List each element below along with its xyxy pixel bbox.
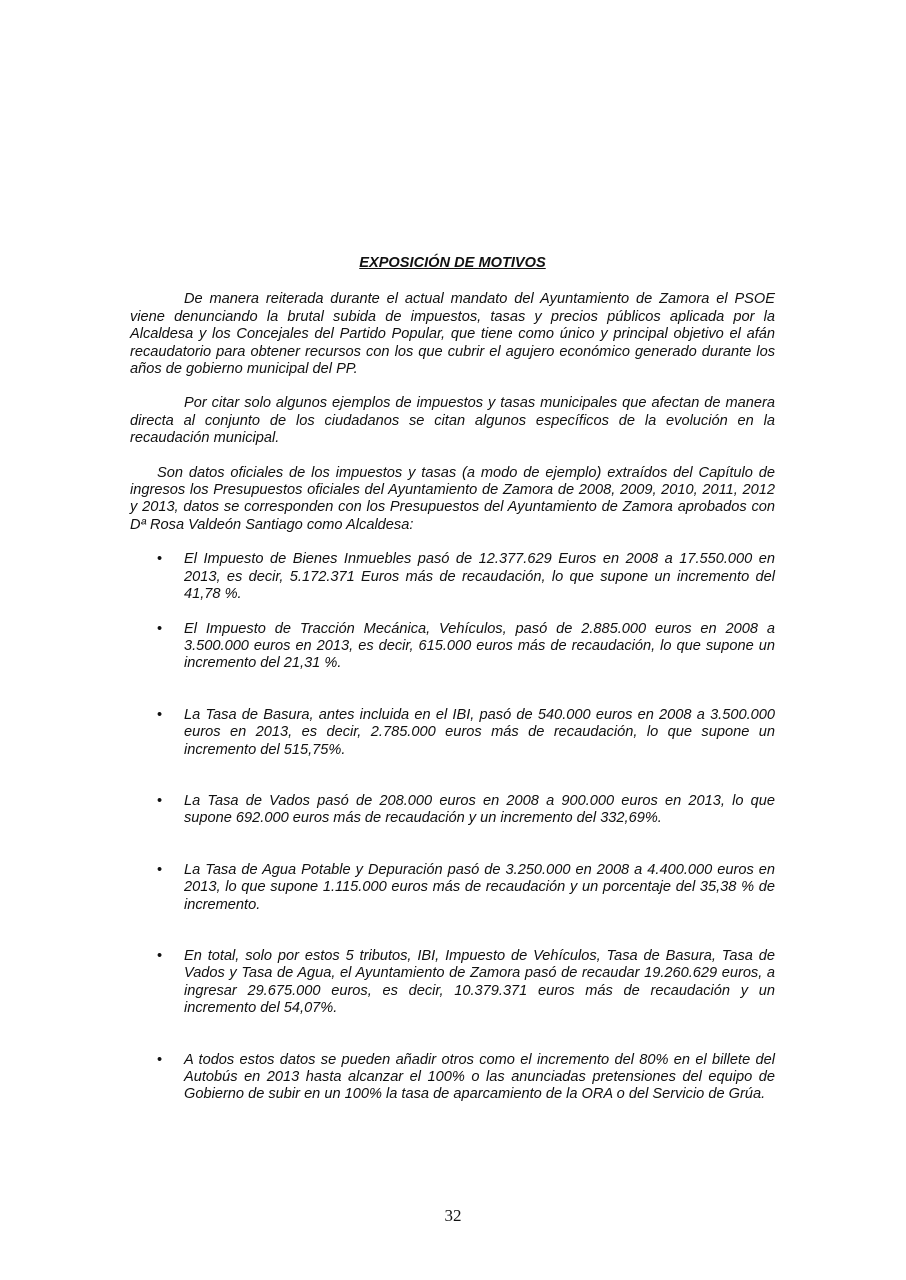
list-item-text: La Tasa de Agua Potable y Depuración pasó de 3.250.000 en 2008 a 4.400.000 euros en 2013, lo que supone 1.115.000 euros más de recaudación y un porcentaje del 35,38 % de incremento. [184,861,775,913]
list-item [130,551,775,603]
paragraph-official-data: Son datos oficiales de los impuestos y tasas (a modo de ejemplo) extraídos del Capítulo de ingresos los Presupuestos oficiales del Ayuntamiento de Zamora de 2008, 2009, 2010, 2011, 2012 y 2013, datos se corresponden con los Presupuestos del Ayuntamiento de Zamora aprobados con Dª Rosa Valdeón Santiago como Alcaldesa: [130,464,775,533]
bullet-icon: • [157,792,163,809]
list-item-text: En total, solo por estos 5 tributos, IBI, Impuesto de Vehículos, Tasa de Basura, Tasa de Vados y Tasa de Agua, el Ayuntamiento de Zamora pasó de recaudar 19.260.629 euros, a ingresar 29.675.000 euros, es decir, 10.379.371 euros más de recaudación y un incremento del 54,07%. [184,947,775,1017]
list-item [130,793,775,828]
list-item-text: El Impuesto de Bienes Inmuebles pasó de 12.377.629 Euros en 2008 a 17.550.000 en 2013, es decir, 5.172.371 Euros más de recaudación, lo que supone un incremento del 41,78 %. [184,551,775,603]
bullet-icon: • [157,947,163,964]
bullet-icon: • [157,861,163,878]
page-content [130,255,775,1104]
bullet-icon: • [157,551,163,568]
list-item [130,1052,775,1104]
bullet-icon: • [157,620,163,637]
bullet-icon: • [157,706,163,723]
list-item [130,862,775,914]
section-title: EXPOSICIÓN DE MOTIVOS [359,255,546,271]
paragraph-intro: De manera reiterada durante el actual mandato del Ayuntamiento de Zamora el PSOE viene denunciando la brutal subida de impuestos, tasas y precios públicos aplicada por la Alcaldesa y los Concejales del Partido Popular, que tiene como único y principal objetivo el afán recaudatorio para obtener recursos con los que cubrir el agujero económico generado durante los años de gobierno municipal del PP. [130,291,775,378]
tax-increase-list [130,551,775,1104]
paragraph-examples: Por citar solo algunos ejemplos de impuestos y tasas municipales que afectan de manera directa al conjunto de los ciudadanos se citan algunos específicos de la evolución en la recaudación municipal. [130,395,775,447]
bullet-icon: • [157,1051,163,1068]
list-item-text: A todos estos datos se pueden añadir otros como el incremento del 80% en el billete del Autobús en 2013 hasta alcanzar el 100% o las anunciadas pretensiones del equipo de Gobierno de subir en un 100% la tasa de aparcamiento de la ORA o del Servicio de Grúa. [184,1051,775,1103]
page-number: 32 [444,1206,462,1225]
list-item [130,707,775,759]
list-item [130,948,775,1018]
list-item-text: El Impuesto de Tracción Mecánica, Vehículos, pasó de 2.885.000 euros en 2008 a 3.500.000 euros en 2013, es decir, 615.000 euros más de recaudación, lo que supone un incremento del 21,31 %. [184,620,775,672]
list-item-text: La Tasa de Basura, antes incluida en el IBI, pasó de 540.000 euros en 2008 a 3.500.000 euros en 2013, es decir, 2.785.000 euros más de recaudación, lo que supone un incremento del 515,75%. [184,706,775,758]
list-item-text: La Tasa de Vados pasó de 208.000 euros en 2008 a 900.000 euros en 2013, lo que supone 692.000 euros más de recaudación y un incremento del 332,69%. [184,792,775,827]
list-item [130,621,775,673]
